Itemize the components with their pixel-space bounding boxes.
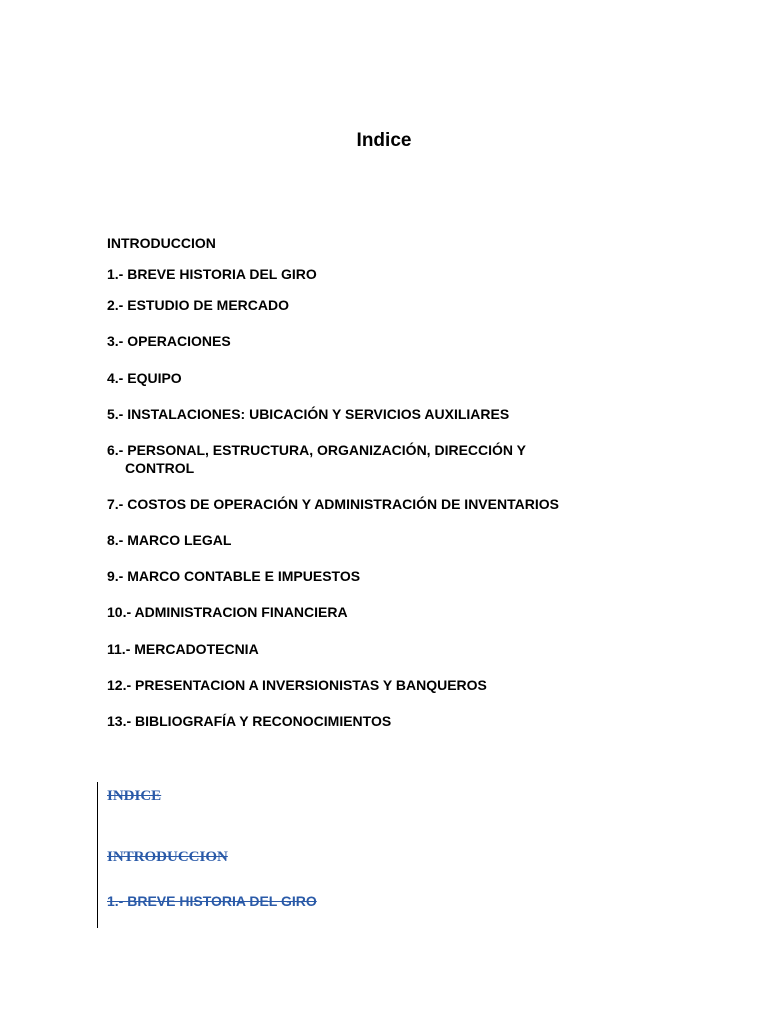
toc-item-5: 5.- INSTALACIONES: UBICACIÓN Y SERVICIOS AUXILIARES (107, 406, 510, 422)
tracked-change-bar (97, 782, 98, 928)
toc-item-8: 8.- MARCO LEGAL (107, 532, 232, 548)
toc-item-13: 13.- BIBLIOGRAFÍA Y RECONOCIMIENTOS (107, 713, 392, 729)
toc-item-6 (107, 441, 526, 477)
toc-item-introduccion: INTRODUCCION (107, 235, 216, 251)
toc-item-4: 4.- EQUIPO (107, 370, 182, 386)
deleted-introduccion-heading: INTRODUCCION (107, 849, 228, 865)
toc-item-3: 3.- OPERACIONES (107, 333, 231, 349)
toc-item-10: 10.- ADMINISTRACION FINANCIERA (107, 604, 348, 620)
toc-item-2: 2.- ESTUDIO DE MERCADO (107, 297, 290, 313)
toc-item-1: 1.- BREVE HISTORIA DEL GIRO (107, 266, 317, 282)
toc-item-9: 9.- MARCO CONTABLE E IMPUESTOS (107, 568, 361, 584)
page-title: Indice (356, 130, 412, 151)
deleted-toc-item-1: 1.- BREVE HISTORIA DEL GIRO (107, 893, 317, 909)
toc-item-11: 11.- MERCADOTECNIA (107, 641, 259, 657)
toc-item-7: 7.- COSTOS DE OPERACIÓN Y ADMINISTRACIÓN DE INVENTARIOS (107, 496, 559, 512)
deleted-indice-heading: INDICE (107, 788, 162, 804)
toc-item-6-line1: 6.- PERSONAL, ESTRUCTURA, ORGANIZACIÓN, DIRECCIÓN Y (107, 442, 526, 458)
toc-item-6-line2: CONTROL (125, 460, 195, 476)
toc-item-12: 12.- PRESENTACION A INVERSIONISTAS Y BANQUEROS (107, 677, 487, 693)
